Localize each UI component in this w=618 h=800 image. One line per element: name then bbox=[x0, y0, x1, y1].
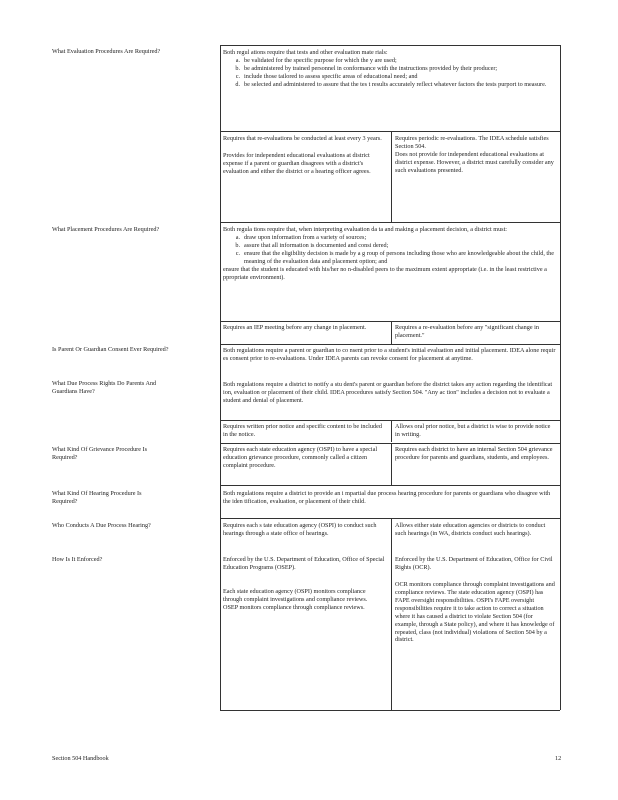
evaluation-intro: Both regul ations require that tests and other evaluation mate rials: bbox=[223, 49, 388, 56]
s504-independent-eval-text: Does not provide for independent educational evaluations at district expense. However, a district must carefully consider any such evaluations presented. bbox=[395, 150, 554, 174]
idea-enforcement-column bbox=[223, 556, 385, 612]
row-rule bbox=[220, 710, 560, 711]
placement-intro: Both regula tions require that, when interpreting evaluation da ta and making a placement decision, a district must: bbox=[223, 226, 508, 233]
list-item: c. ensure that the eligibility decision is made by a g roup of persons including those who are knowledgeable about the child, the meaning of the evaluation data and placement option; and bbox=[235, 249, 554, 265]
question-placement: What Placement Procedures Are Required? bbox=[52, 226, 160, 233]
question-evaluation: What Evaluation Procedures Are Required? bbox=[52, 48, 161, 55]
s504-grievance-text: Requires each district to have an internal Section 504 grievance procedure for parents and guardians, students, and employees. bbox=[395, 446, 553, 461]
placement-requirements bbox=[223, 226, 558, 282]
due-process-text: Both regulations require a district to notify a stu dent's parent or guardian before the district takes any action regarding the identificat ion, evaluation or placement of their child. IDEA procedures satisfy Section 504. "Any ac tion" includes a decision not to evaluate a student and denial of placement. bbox=[223, 381, 553, 404]
row-rule bbox=[220, 321, 560, 322]
hearing-text: Both regulations require a district to provide an i mpartial due process hearing procedure for parents or guardians who disagree with the iden tification, evaluation, or placement of their child. bbox=[223, 490, 551, 505]
list-item: a. draw upon information from a variety of sources; bbox=[235, 233, 367, 241]
placement-outro: ensure that the student is educated with his/her no n-disabled peers to the maximum extent appropriate (i.e. in the least restrictive a ppropriate environment). bbox=[223, 265, 547, 281]
row-rule bbox=[220, 131, 560, 132]
list-item: b. assure that all information is documented and consi dered; bbox=[235, 241, 389, 249]
ocr-monitoring-text: OCR monitors compliance through complaint investigations and compliance reviews. The state education agency (OSPI) has FAPE oversight responsibilities. OSPI's FAPE oversight responsibilities require it to take action to correct a situation where it has caused a district to violate Section 504 (for example, through a State policy), and where it has knowledge of repeated, class (not individual) violations of Section 504 by a district. bbox=[395, 580, 555, 644]
osep-monitoring-text: OSEP monitors compliance through compliance reviews. bbox=[223, 603, 365, 611]
question-grievance: What Kind Of Grievance Procedure Is Required? bbox=[52, 446, 148, 461]
row-rule bbox=[220, 518, 560, 519]
question-due-process: What Due Process Rights Do Parents And Guardians Have? bbox=[52, 380, 157, 395]
idea-notice-text: Requires written prior notice and specific content to be included in the notice. bbox=[223, 423, 382, 438]
column-divider bbox=[391, 420, 392, 442]
s504-hearing-conduct-text: Allows either state education agencies or districts to conduct such hearings (in WA, districts conduct such hearings). bbox=[395, 522, 546, 537]
question-enforced: How Is It Enforced? bbox=[52, 556, 103, 563]
page-number: 12 bbox=[555, 755, 562, 762]
row-rule bbox=[220, 45, 560, 46]
column-divider bbox=[391, 443, 392, 485]
idea-placement-text: Requires an IEP meeting before any change in placement. bbox=[223, 324, 367, 331]
footer-title: Section 504 Handbook bbox=[52, 755, 109, 762]
idea-reevaluation-text: Requires that re-evaluations be conducted at least every 3 years. bbox=[223, 135, 382, 142]
idea-hearing-conduct-text: Requires each s tate education agency (OSPI) to conduct such hearings through a state office of hearings. bbox=[223, 522, 377, 537]
question-conduct: Who Conducts A Due Process Hearing? bbox=[52, 522, 151, 529]
evaluation-requirements bbox=[223, 49, 558, 89]
ospi-monitoring-text: Each state education agency (OSPI) monitors compliance through complaint investigations and compliance reviews. bbox=[223, 587, 368, 603]
table-right-border bbox=[560, 45, 561, 710]
column-divider bbox=[391, 518, 392, 710]
row-rule bbox=[220, 443, 560, 444]
table-left-border bbox=[220, 45, 221, 710]
column-divider bbox=[391, 131, 392, 222]
list-item: d. be selected and administered to assure that the tes t results accurately reflect whatever factors the tests purport to measure. bbox=[235, 80, 547, 88]
s504-placement-text: Requires a re-evaluation before any "significant change in placement." bbox=[395, 324, 539, 339]
list-item: a. be validated for the specific purpose for which the y are used; bbox=[235, 56, 397, 64]
section504-evaluation-column bbox=[395, 135, 555, 175]
column-divider bbox=[391, 321, 392, 344]
row-rule bbox=[220, 420, 560, 421]
row-rule bbox=[220, 485, 560, 486]
idea-enforced-by: Enforced by the U.S. Department of Education, Office of Special Education Programs (OSEP). bbox=[223, 556, 385, 571]
idea-evaluation-column bbox=[223, 135, 385, 176]
list-item: c. include those tailored to assess specific areas of educational need; and bbox=[235, 72, 418, 80]
question-hearing: What Kind Of Hearing Procedure Is Required? bbox=[52, 490, 142, 505]
consent-text: Both regulations require a parent or guardian to co nsent prior to a student's initial evaluation and initial placement. IDEA alone requir es consent prior to re-evaluations. Under IDEA parents can revoke consent for placement at anytime. bbox=[223, 347, 556, 362]
row-rule bbox=[220, 222, 560, 223]
list-item: b. be administered by trained personnel in conformance with the instructions provided by their producer; bbox=[235, 64, 498, 72]
s504-enforced-by: Enforced by the U.S. Department of Education, Office for Civil Rights (OCR). bbox=[395, 556, 553, 571]
s504-reevaluation-text: Requires periodic re-evaluations. The IDEA schedule satisfies Section 504. bbox=[395, 135, 549, 150]
row-rule bbox=[220, 344, 560, 345]
idea-independent-eval-text: Provides for independent educational evaluations at district expense if a parent or guardian disagrees with a district's evaluation and either the district or a hearing officer agrees. bbox=[223, 151, 371, 175]
s504-enforcement-column bbox=[395, 556, 555, 644]
s504-notice-text: Allows oral prior notice, but a district is wise to provide notice in writing. bbox=[395, 423, 551, 438]
idea-grievance-text: Requires each state education agency (OSPI) to have a special education grievance procedure, commonly called a citizen complaint procedure. bbox=[223, 446, 378, 469]
question-consent: Is Parent Or Guardian Consent Ever Required? bbox=[52, 346, 169, 353]
